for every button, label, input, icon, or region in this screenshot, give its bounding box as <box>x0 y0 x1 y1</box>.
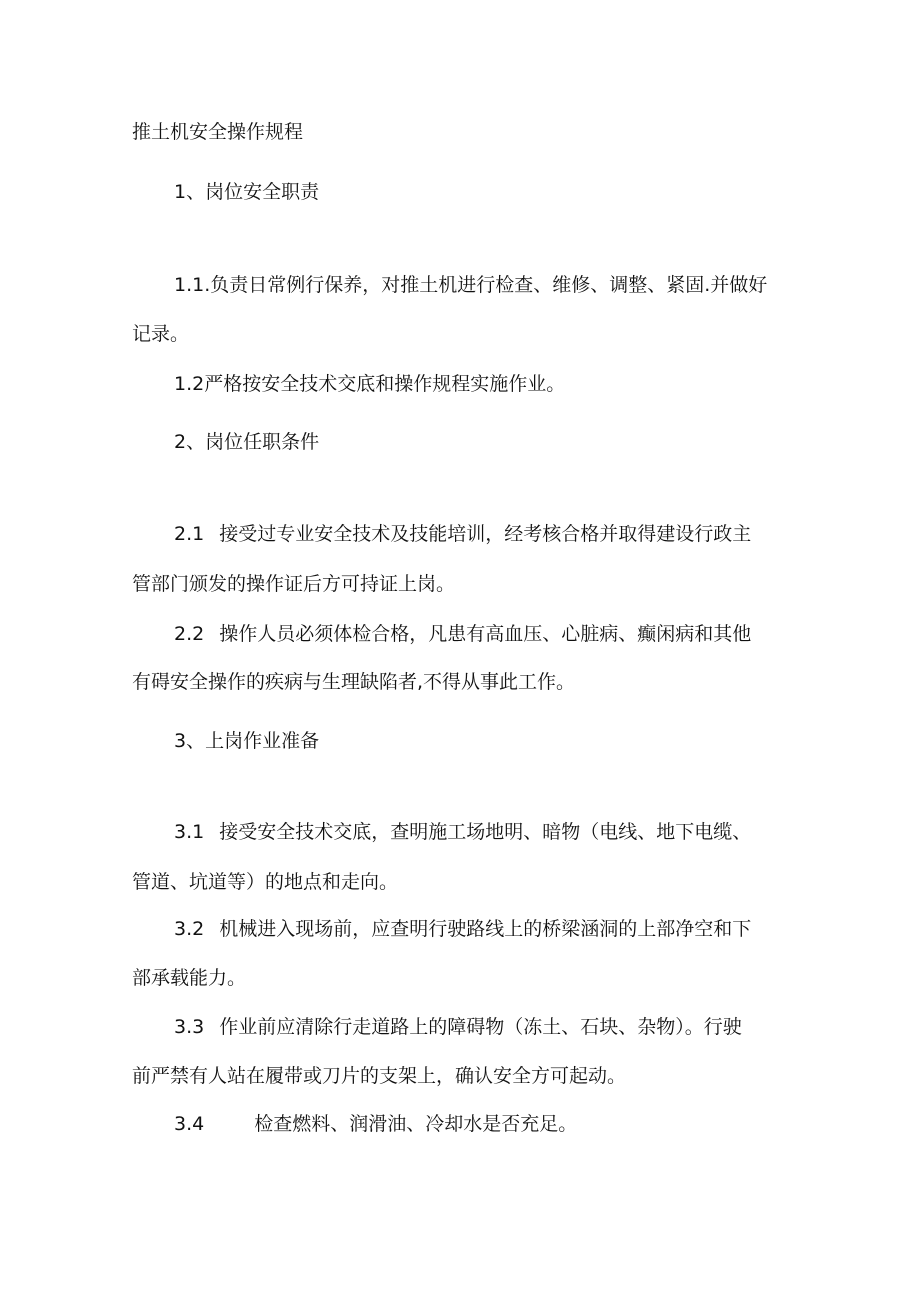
para-3-1-line-1 <box>174 820 854 844</box>
para-3-2-line-1 <box>174 917 854 941</box>
para-1-1-line-2: 记录。 <box>132 323 190 345</box>
para-3-1-text: 接受安全技术交底，查明施工场地明、暗物（电线、地下电缆、 <box>219 821 752 843</box>
para-2-2-line-2: 有碍安全操作的疾病与生理缺陷者,不得从事此工作。 <box>132 671 576 693</box>
para-2-1-text: 接受过专业安全技术及技能培训，经考核合格并取得建设行政主 <box>219 523 752 545</box>
para-3-3-number: 3.3 <box>174 1016 205 1038</box>
para-3-3-line-1 <box>174 1015 854 1039</box>
para-3-3-text: 作业前应清除行走道路上的障碍物（冻土、石块、杂物）。行驶 <box>219 1016 742 1038</box>
para-3-4-line-1 <box>174 1112 854 1136</box>
para-1-2: 1.2严格按安全技术交底和操作规程实施作业。 <box>174 373 566 395</box>
para-3-2-line-2: 部承载能力。 <box>132 967 247 989</box>
para-3-4-number: 3.4 <box>174 1113 205 1135</box>
para-3-4-text: 检查燃料、润滑油、冷却水是否充足。 <box>254 1113 578 1135</box>
para-2-2-number: 2.2 <box>174 623 205 645</box>
para-2-2-line-1 <box>174 622 854 646</box>
para-2-1-line-2: 管部门颁发的操作证后方可持证上岗。 <box>132 573 456 595</box>
para-3-2-number: 3.2 <box>174 918 205 940</box>
para-3-2-text: 机械进入现场前，应查明行驶路线上的桥梁涵洞的上部净空和下 <box>219 918 752 940</box>
para-2-1-number: 2.1 <box>174 523 205 545</box>
para-3-1-number: 3.1 <box>174 821 205 843</box>
document-title: 推土机安全操作规程 <box>132 121 304 143</box>
para-3-3-line-2: 前严禁有人站在履带或刀片的支架上，确认安全方可起动。 <box>132 1065 627 1087</box>
para-3-1-line-2: 管道、坑道等）的地点和走向。 <box>132 871 399 893</box>
section-3-heading: 3、上岗作业准备 <box>174 730 320 752</box>
para-1-1-line-1: 1.1.负责日常例行保养，对推土机进行检查、维修、调整、紧固.并做好 <box>174 274 768 296</box>
para-2-2-text: 操作人员必须体检合格，凡患有高血压、心脏病、癫闲病和其他 <box>219 623 752 645</box>
section-2-heading: 2、岗位任职条件 <box>174 431 320 453</box>
section-1-heading: 1、岗位安全职责 <box>174 181 320 203</box>
para-2-1-line-1 <box>174 522 854 546</box>
